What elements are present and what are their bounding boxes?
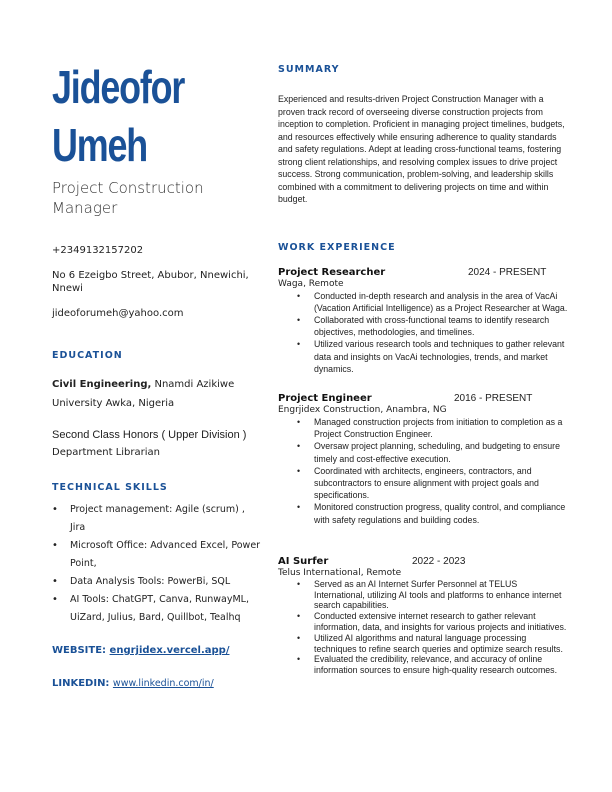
skill-item: • AI Tools: ChatGPT, Canva, RunwayML, UiZard, Julius, Bard, Quillbot, Tealhq — [52, 591, 262, 627]
education-honors: Second Class Honors ( Upper Division ) — [52, 429, 247, 441]
phone: +2349132157202 — [52, 245, 144, 256]
job-bullet: • Utilized AI algorithms and natural language processing techniques to refine search queries and optimize search results. — [314, 633, 568, 655]
education-heading: EDUCATION — [52, 350, 123, 361]
job-role: Project Engineer — [278, 392, 372, 404]
experience-heading: WORK EXPERIENCE — [278, 241, 396, 253]
first-name: Jideofor — [52, 61, 185, 113]
job-entry — [278, 556, 568, 676]
job-bullet: • Utilized various research tools and techniques to gather relevant data and insights on VacAi technologies, trends, and market dynamics. — [314, 338, 568, 375]
job-bullet: • Monitored construction progress, quality control, and compliance with safety regulations and building codes. — [314, 501, 568, 525]
education-degree — [52, 375, 262, 413]
job-bullet: • Oversaw project planning, scheduling, and budgeting to ensure timely and cost-effective execution. — [314, 440, 568, 464]
job-role: AI Surfer — [278, 555, 329, 567]
skills-heading: TECHNICAL SKILLS — [52, 482, 168, 493]
job-bullet: • Collaborated with cross-functional teams to identify research objectives, methodologies, and timelines. — [314, 314, 568, 338]
job-bullets — [278, 416, 568, 526]
job-entry — [278, 393, 568, 526]
linkedin-row — [52, 678, 262, 689]
job-bullets — [278, 290, 568, 375]
job-header — [278, 556, 568, 567]
school: Nnamdi Azikiwe University Awka, Nigeria — [52, 379, 235, 409]
job-entry — [278, 267, 568, 375]
job-dates: 2016 - PRESENT — [454, 392, 533, 404]
skills-list — [52, 501, 262, 627]
summary-heading: SUMMARY — [278, 64, 340, 75]
right-column — [278, 58, 568, 676]
job-bullet: • Coordinated with architects, engineers, contractors, and subcontractors to ensure alignment with project goals and specifications. — [314, 465, 568, 502]
job-dates: 2022 - 2023 — [412, 555, 466, 567]
linkedin-link[interactable]: www.linkedin.com/in/ — [112, 678, 214, 689]
candidate-name — [52, 58, 216, 174]
last-name: Umeh — [52, 119, 148, 171]
job-bullet: • Managed construction projects from initiation to completion as a Project Construction Engineer. — [314, 416, 568, 440]
skill-item: • Project management: Agile (scrum) , Jira — [52, 501, 262, 537]
job-bullet: • Conducted extensive internet research to gather relevant information, data, and insights for various projects and initiatives. — [314, 611, 568, 633]
job-bullet: • Evaluated the credibility, relevance, and accuracy of online information sources to ensure high-quality research outcomes. — [314, 654, 568, 676]
education-role: Department Librarian — [52, 447, 160, 458]
job-bullet: • Served as an AI Internet Surfer Personnel at TELUS International, utilizing AI tools and platforms to enhance internet search capabilities. — [314, 579, 568, 611]
website-label: WEBSITE: — [52, 645, 107, 656]
job-company: Telus International, Remote — [278, 567, 402, 578]
website-link[interactable]: engrjidex.vercel.app/ — [109, 645, 230, 656]
linkedin-label: LINKEDIN: — [52, 678, 110, 689]
skill-item: • Data Analysis Tools: PowerBi, SQL — [52, 573, 262, 591]
left-column — [52, 58, 262, 689]
job-header — [278, 393, 568, 404]
email: jideoforumeh@yahoo.com — [52, 308, 184, 319]
job-role: Project Researcher — [278, 266, 386, 278]
skill-item: • Microsoft Office: Advanced Excel, Power Point, — [52, 537, 262, 573]
job-company: Waga, Remote — [278, 278, 344, 289]
job-title: Project Construction Manager — [52, 179, 204, 217]
job-dates: 2024 - PRESENT — [468, 266, 547, 278]
summary-text: Experienced and results-driven Project Construction Manager with a proven track record of overseeing diverse construction projects from inception to completion. Proficient in managing project timelines, budgets, and resources effectively while ensuring adherence to quality standards and safety regulations. Adept at leading cross-functional teams, fostering strong client relationships, and resolving complex issues to drive project success. Strong communication, problem-solving, and leadership skills combined with a commitment to delivering projects on time and within budget. — [278, 94, 565, 204]
job-bullets — [278, 579, 568, 676]
job-company: Engrjidex Construction, Anambra, NG — [278, 404, 447, 415]
job-header — [278, 267, 568, 278]
address: No 6 Ezeigbo Street, Abubor, Nnewichi, Nnewi — [52, 270, 249, 294]
job-bullet: • Conducted in-depth research and analysis in the area of VacAi (Vacation Artificial Intelligence) as a Project Researcher at Waga. — [314, 290, 568, 314]
degree: Civil Engineering, — [52, 379, 152, 390]
website-row — [52, 645, 262, 656]
